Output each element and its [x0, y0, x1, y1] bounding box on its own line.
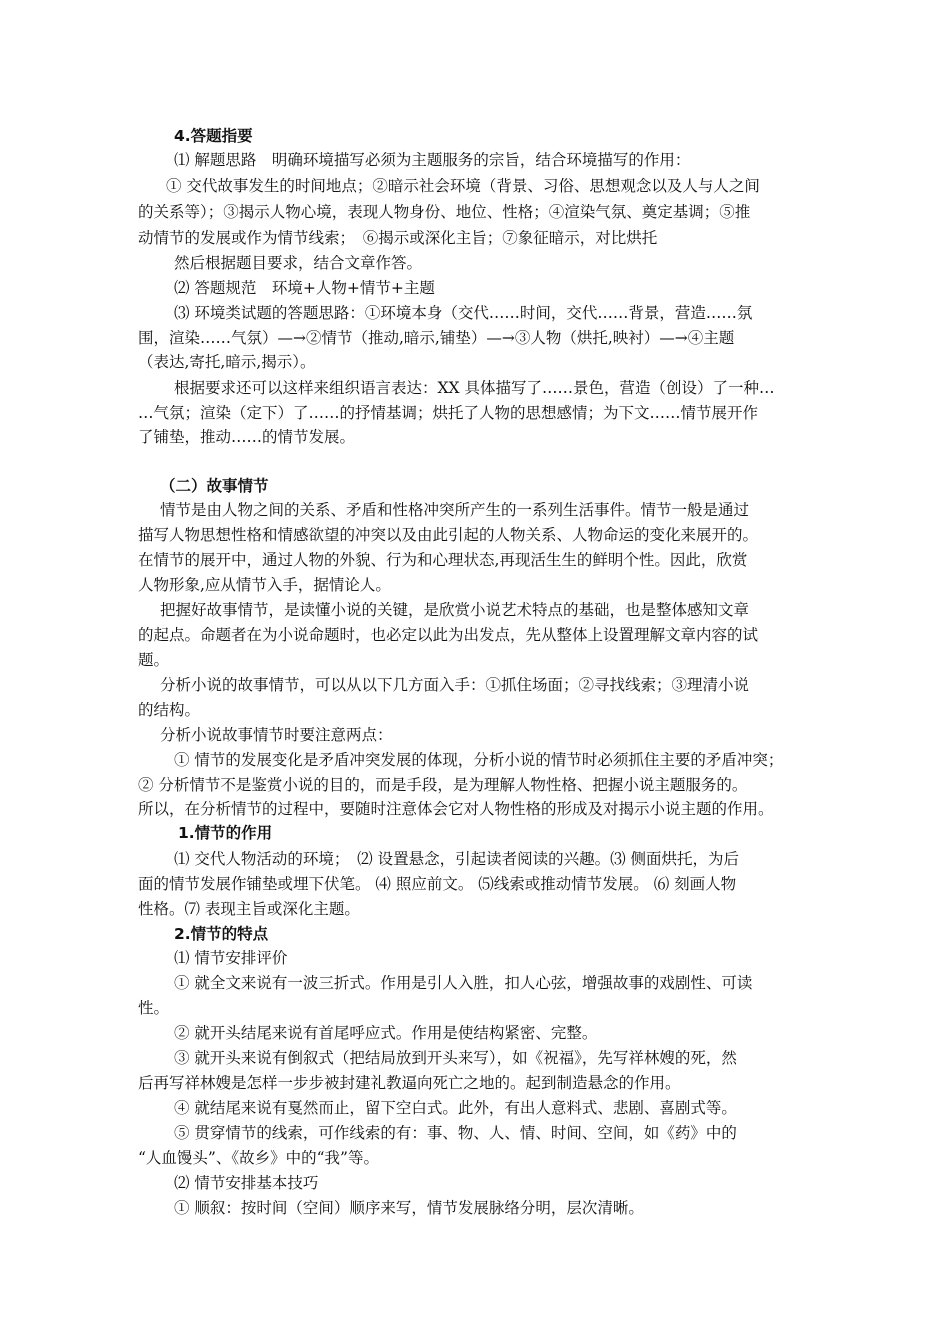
subsection-1-heading: 1.情节的作用 — [178, 824, 273, 842]
paragraph-line: 性。 — [138, 999, 170, 1017]
part-2-heading: （二）故事情节 — [160, 477, 269, 495]
paragraph-line: …气氛；渲染（定下）了……的抒情基调；烘托了人物的思想感情；为下文……情节展开作 — [138, 404, 759, 422]
paragraph-line: ⑴ 交代人物活动的环境； ⑵ 设置悬念，引起读者阅读的兴趣。⑶ 侧面烘托，为后 — [174, 850, 740, 868]
paragraph-line: 面的情节发展作铺垫或埋下伏笔。 ⑷ 照应前文。 ⑸线索或推动情节发展。 ⑹ 刻画人物 — [138, 875, 737, 893]
paragraph-line: 的关系等）；③揭示人物心境，表现人物身份、地位、性格；④渲染气氛、奠定基调；⑤推 — [138, 203, 751, 221]
paragraph-line: 分析小说故事情节时要注意两点： — [160, 726, 393, 744]
paragraph-line: ② 分析情节不是鉴赏小说的目的，而是手段，是为理解人物性格、把握小说主题服务的。 — [138, 776, 748, 794]
paragraph-line: 在情节的展开中，通过人物的外貌、行为和心理状态,再现活生生的鲜明个性。因此，欣赏 — [138, 551, 748, 569]
paragraph-line: 动情节的发展或作为情节线索； ⑥揭示或深化主旨；⑦象征暗示，对比烘托 — [138, 229, 658, 247]
paragraph-line: ⑴ 解题思路 明确环境描写必须为主题服务的宗旨，结合环境描写的作用： — [174, 151, 691, 169]
paragraph-line: “人血馒头”、《故乡》中的“我”等。 — [138, 1149, 379, 1167]
paragraph-line: 的结构。 — [138, 701, 201, 719]
paragraph-line: ③ 就开头来说有倒叙式（把结局放到开头来写），如《祝福》，先写祥林嫂的死，然 — [174, 1049, 737, 1067]
paragraph-line: ① 情节的发展变化是矛盾冲突发展的体现，分析小说的情节时必须抓住主要的矛盾冲突； — [174, 751, 784, 769]
paragraph-line: 性格。⑺ 表现主旨或深化主题。 — [138, 900, 360, 918]
paragraph-line: ① 顺叙：按时间（空间）顺序来写，情节发展脉络分明，层次清晰。 — [174, 1199, 644, 1217]
paragraph-line: 描写人物思想性格和情感欲望的冲突以及由此引起的人物关系、人物命运的变化来展开的。 — [138, 526, 759, 544]
paragraph-line: ⑶ 环境类试题的答题思路：①环境本身（交代……时间，交代……背景，营造……氛 — [174, 304, 753, 322]
paragraph-line: 后再写祥林嫂是怎样一步步被封建礼教逼向死亡之地的。起到制造悬念的作用。 — [138, 1074, 681, 1092]
paragraph-line: 分析小说的故事情节，可以从以下几方面入手：①抓住场面；②寻找线索；③理清小说 — [160, 676, 750, 694]
paragraph-line: ⑵ 情节安排基本技巧 — [174, 1174, 319, 1192]
paragraph-line: 根据要求还可以这样来组织语言表达：XX 具体描写了……景色，营造（创设）了一种… — [174, 379, 775, 397]
paragraph-line: ⑴ 情节安排评价 — [174, 949, 288, 967]
paragraph-line: ① 交代故事发生的时间地点；②暗示社会环境（背景、习俗、思想观念以及人与人之间 — [166, 177, 760, 195]
subsection-2-heading: 2.情节的特点 — [174, 925, 269, 943]
paragraph-line: （表达,寄托,暗示,揭示）。 — [138, 353, 316, 371]
paragraph-line: ② 就开头结尾来说有首尾呼应式。作用是使结构紧密、完整。 — [174, 1024, 598, 1042]
paragraph-line: 的起点。命题者在为小说命题时，也必定以此为出发点，先从整体上设置理解文章内容的试 — [138, 626, 759, 644]
paragraph-line: 人物形象,应从情节入手，据情论人。 — [138, 576, 391, 594]
paragraph-line: ⑤ 贯穿情节的线索，可作线索的有：事、物、人、情、时间、空间，如《药》中的 — [174, 1124, 737, 1142]
paragraph-line: 围，渲染……气氛）—→②情节（推动,暗示,铺垫）—→③人物（烘托,映衬）—→④主题 — [138, 329, 735, 347]
paragraph-line: ⑵ 答题规范 环境+人物+情节+主题 — [174, 279, 435, 297]
paragraph-line: 了铺垫，推动……的情节发展。 — [138, 428, 356, 446]
paragraph-line: 所以，在分析情节的过程中，要随时注意体会它对人物性格的形成及对揭示小说主题的作用。 — [138, 800, 774, 818]
section-4-heading: 4.答题指要 — [174, 127, 253, 145]
paragraph-line: 然后根据题目要求，结合文章作答。 — [174, 254, 423, 272]
paragraph-line: ① 就全文来说有一波三折式。作用是引人入胜，扣人心弦，增强故事的戏剧性、可读 — [174, 974, 753, 992]
paragraph-line: 情节是由人物之间的关系、矛盾和性格冲突所产生的一系列生活事件。情节一般是通过 — [160, 501, 750, 519]
paragraph-line: 题。 — [138, 651, 170, 669]
paragraph-line: 把握好故事情节，是读懂小说的关键，是欣赏小说艺术特点的基础，也是整体感知文章 — [160, 601, 750, 619]
paragraph-line: ④ 就结尾来说有戛然而止，留下空白式。此外，有出人意料式、悲剧、喜剧式等。 — [174, 1099, 737, 1117]
